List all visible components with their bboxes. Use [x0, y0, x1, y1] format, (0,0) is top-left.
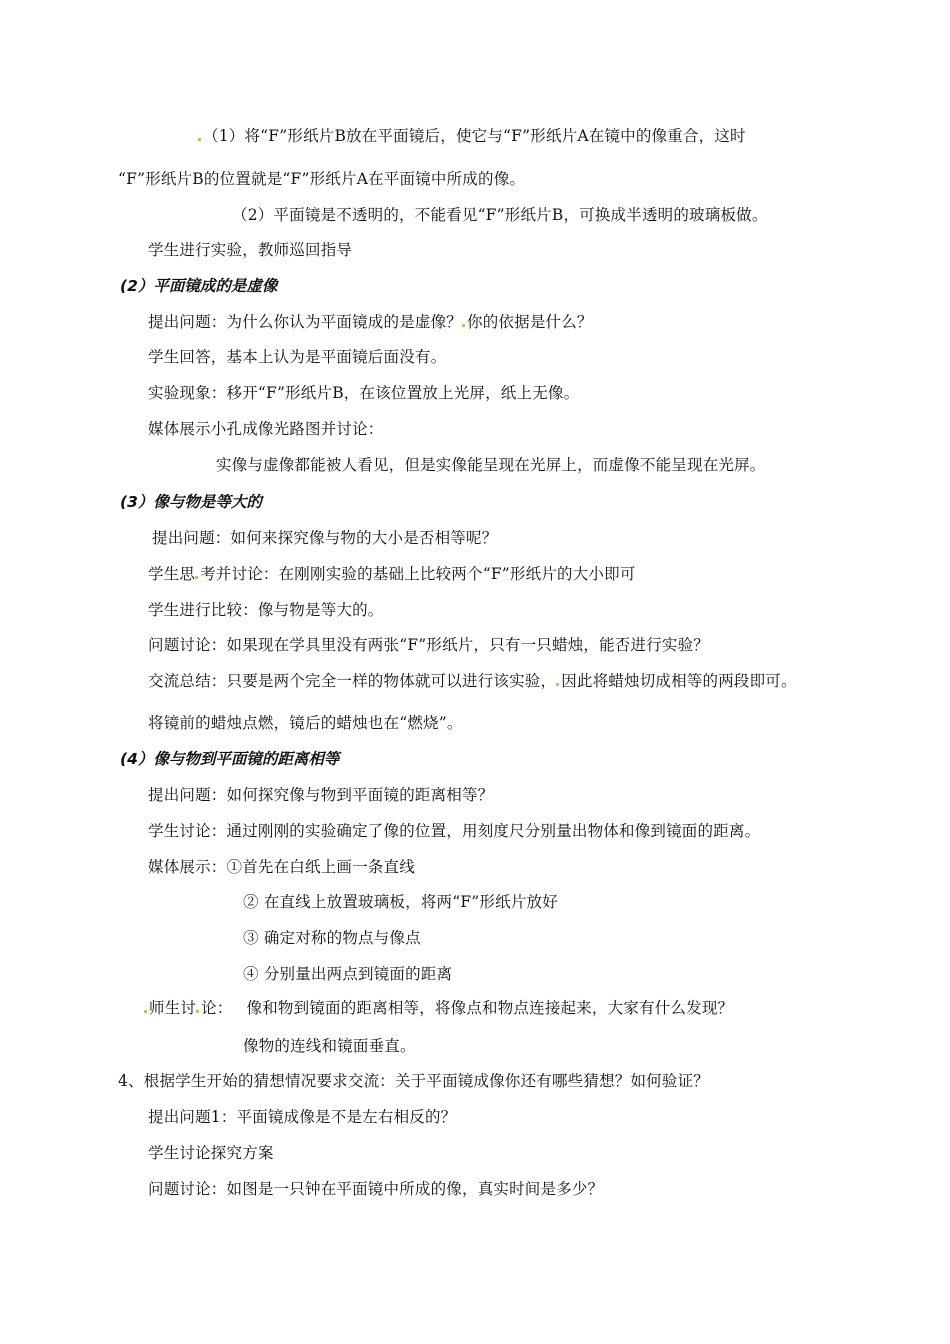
section-heading: (4）像与物到平面镜的距离相等: [120, 750, 340, 768]
paragraph-line: 学生思 考并讨论：在刚刚实验的基础上比较两个“F”形纸片的大小即可: [148, 565, 636, 583]
section-heading: (3）像与物是等大的: [120, 493, 262, 511]
section-heading: (2）平面镜成的是虚像: [120, 277, 278, 295]
paragraph-line: 媒体展示：①首先在白纸上画一条直线: [148, 858, 415, 876]
paragraph-line: 学生回答，基本上认为是平面镜后面没有。: [148, 348, 447, 366]
paragraph-line: 实验现象：移开“F”形纸片B，在该位置放上光屏，纸上无像。: [148, 384, 580, 402]
paragraph-line: 实像与虚像都能被人看见，但是实像能呈现在光屏上，而虚像不能呈现在光屏。: [216, 456, 766, 474]
paragraph-line: 提出问题：如何来探究像与物的大小是否相等呢？: [152, 529, 498, 547]
paragraph-line: “F”形纸片B的位置就是“F”形纸片A在平面镜中所成的像。: [118, 170, 526, 188]
edit-mark: [144, 1010, 147, 1013]
paragraph-line: 交流总结：只要是两个完全一样的物体就可以进行该实验， 因此将蜡烛切成相等的两段即可。: [148, 672, 797, 690]
paragraph-line: （2）平面镜是不透明的，不能看见“F”形纸片B，可换成半透明的玻璃板做。: [232, 206, 768, 224]
paragraph-line: 问题讨论：如图是一只钟在平面镜中所成的像，真实时间是多少？: [148, 1180, 604, 1198]
paragraph-line: 学生进行实验，教师巡回指导: [148, 241, 353, 259]
edit-mark: [462, 324, 465, 327]
edit-mark: [556, 683, 559, 686]
paragraph-line: 将镜前的蜡烛点燃，镜后的蜡烛也在“燃烧”。: [148, 714, 463, 732]
paragraph-line: ③ 确定对称的物点与像点: [243, 929, 421, 947]
edit-mark: [196, 1010, 199, 1013]
paragraph-line: 提出问题1：平面镜成像是不是左右相反的？: [148, 1108, 457, 1126]
edit-mark: [195, 576, 198, 579]
paragraph-line: ④ 分别量出两点到镜面的距离: [243, 965, 453, 983]
paragraph-line: 师生讨 论： 像和物到镜面的距离相等，将像点和物点连接起来，大家有什么发现？: [144, 998, 733, 1018]
paragraph-line: 像物的连线和镜面垂直。: [243, 1037, 416, 1055]
paragraph-line: ② 在直线上放置玻璃板，将两“F”形纸片放好: [243, 893, 558, 911]
paragraph-line: 学生进行比较：像与物是等大的。: [148, 601, 384, 619]
paragraph-line: 提出问题：为什么你认为平面镜成的是虚像？ 你的依据是什么？: [148, 313, 593, 331]
paragraph-line: 4、根据学生开始的猜想情况要求交流：关于平面镜成像你还有哪些猜想？如何验证？: [118, 1072, 709, 1090]
paragraph-line: 提出问题：如何探究像与物到平面镜的距离相等？: [148, 786, 494, 804]
paragraph-line: 媒体展示小孔成像光路图并讨论：: [148, 420, 384, 438]
edit-mark: [198, 138, 201, 141]
paragraph-line: 学生讨论探究方案: [148, 1144, 274, 1162]
paragraph-line: 问题讨论：如果现在学具里没有两张“F”形纸片，只有一只蜡烛，能否进行实验？: [148, 636, 710, 654]
paragraph-line: 学生讨论：通过刚刚的实验确定了像的位置，用刻度尺分别量出物体和像到镜面的距离。: [148, 822, 761, 840]
paragraph-line: （1）将“F”形纸片B放在平面镜后，使它与“F”形纸片A在镜中的像重合，这时: [198, 126, 746, 146]
